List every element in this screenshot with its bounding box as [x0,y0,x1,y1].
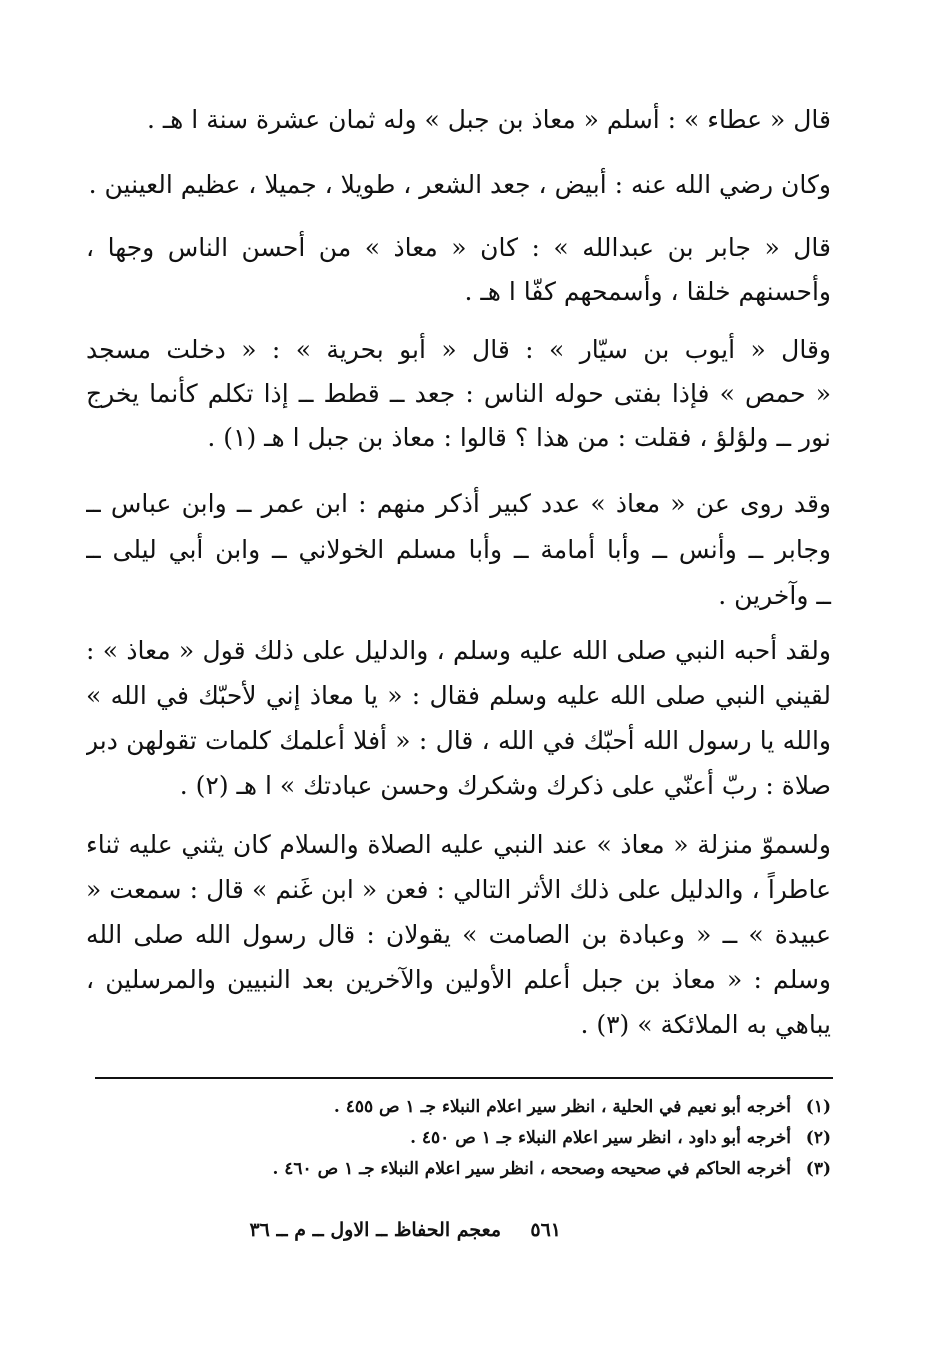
text-line: والله يا رسول الله أحبّك في الله ، قال : « أفلا أعلمك كلمات تقولهن دبر [86,726,831,755]
text-line: ولقد أحبه النبي صلى الله عليه وسلم ، والدليل على ذلك قول « معاذ » : [86,636,831,665]
footnote-text: أخرجه الحاكم في صحيحه وصححه ، انظر سير اعلام النبلاء جـ ١ ص ٤٦٠ . [272,1159,791,1179]
text-line: « حمص » فإذا بفتى حوله الناس : جعد ــ قطط ــ إذا تكلم كأنما يخرج [86,379,831,408]
text-line: عبيدة » ــ « وعبادة بن الصامت » يقولان : قال رسول الله صلى الله [86,920,831,949]
text-line: صلاة : ربّ أعنّي على ذكرك وشكرك وحسن عبادتك » ا هـ (٢) . [179,771,831,800]
text-line: ــ وآخرين . [718,581,831,610]
text-line: وسلم : « معاذ بن جبل أعلم الأولين والآخرين بعد النبيين والمرسلين ، [86,965,831,994]
footnote-number: (٢) [805,1128,831,1148]
footnote-number: (٣) [805,1159,831,1179]
text-line: وقال « أيوب بن سيّار » : قال « أبو بحرية » : « دخلت مسجد [86,335,831,364]
text-line: ولسموّ منزلة « معاذ » عند النبي عليه الصلاة والسلام كان يثني عليه ثناء [86,830,831,859]
page-number: ٥٦١ [530,1219,561,1241]
text-line: لقيني النبي صلى الله عليه وسلم فقال : « يا معاذ إني لأحبّك في الله » [86,681,831,710]
text-line: وجابر ــ وأنس ــ وأبا أمامة ــ وأبا مسلم الخولاني ــ وابن أبي ليلى ــ [86,535,831,564]
text-line: نور ــ ولؤلؤ ، فقلت : من هذا ؟ قالوا : معاذ بن جبل ا هـ (١) . [207,423,831,452]
footnote-text: أخرجه أبو داود ، انظر سير اعلام النبلاء جـ ١ ص ٤٥٠ . [410,1128,791,1148]
page-footer [86,1212,831,1248]
text-line: قال « جابر بن عبدالله » : كان « معاذ » من أحسن الناس وجها ، [86,233,831,262]
text-line: عاطراً ، والدليل على ذلك الأثر التالي : فعن « ابن غَنم » قال : سمعت « [86,875,831,904]
text-line: وكان رضي الله عنه : أبيض ، جعد الشعر ، طويلا ، جميلا ، عظيم العينين . [88,170,831,199]
book-title: معجم الحفاظ ــ الاول ــ م ــ ٣٦ [249,1219,501,1241]
text-line: قال « عطاء » : أسلم « معاذ بن جبل » وله ثمان عشرة سنة ا هـ . [146,105,831,134]
footnote-number: (١) [805,1097,831,1117]
text-line: وقد روى عن « معاذ » عدد كبير أذكر منهم : ابن عمر ــ وابن عباس ــ [86,489,831,518]
text-line: يباهي به الملائكة » (٣) . [580,1010,831,1039]
footnote [272,1154,831,1184]
footnote-separator [95,1077,833,1079]
footnote [334,1092,831,1122]
text-line: وأحسنهم خلقا ، وأسمحهم كفّا ا هـ . [464,277,831,306]
footnote-text: أخرجه أبو نعيم في الحلية ، انظر سير اعلام النبلاء جـ ١ ص ٤٥٥ . [333,1097,791,1117]
footnote [410,1123,831,1153]
